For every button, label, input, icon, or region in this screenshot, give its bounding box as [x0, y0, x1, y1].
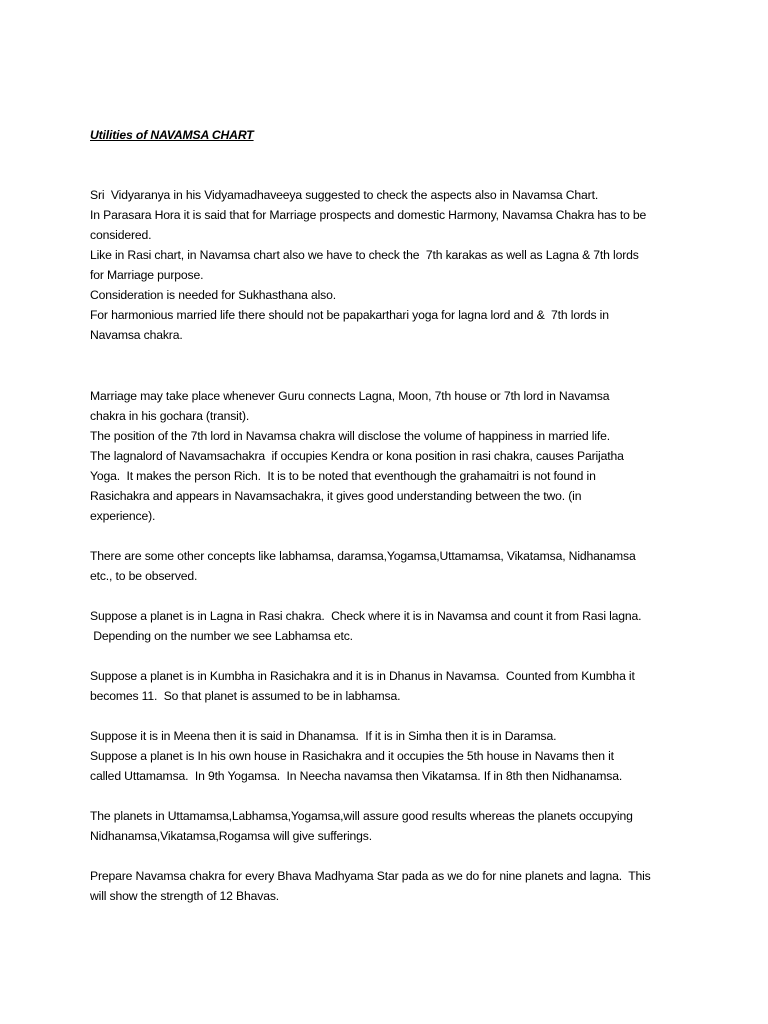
text-line: The lagnalord of Navamsachakra if occupies Kendra or kona position in rasi chakra, causes Parijatha [90, 449, 624, 463]
text-line: Nidhanamsa,Vikatamsa,Rogamsa will give sufferings. [90, 829, 372, 843]
text-line: considered. [90, 228, 152, 242]
text-line: The planets in Uttamamsa,Labhamsa,Yogamsa,will assure good results whereas the planets occupying [90, 809, 633, 823]
document-title: Utilities of NAVAMSA CHART [90, 128, 254, 142]
text-line: Navamsa chakra. [90, 328, 183, 342]
paragraph-vidyaranya [90, 185, 690, 345]
text-line: Suppose a planet is In his own house in Rasichakra and it occupies the 5th house in Navams then it [90, 749, 614, 763]
text-line: In Parasara Hora it is said that for Marriage prospects and domestic Harmony, Navamsa Chakra has to be [90, 208, 647, 222]
text-line: for Marriage purpose. [90, 268, 204, 282]
text-line: called Uttamamsa. In 9th Yogamsa. In Neecha navamsa then Vikatamsa. If in 8th then Nidhanamsa. [90, 769, 623, 783]
text-line: Consideration is needed for Sukhasthana also. [90, 288, 336, 302]
text-line: chakra in his gochara (transit). [90, 409, 250, 423]
text-line: For harmonious married life there should not be papakarthari yoga for lagna lord and & 7th lords in [90, 308, 609, 322]
document-body [90, 125, 690, 906]
paragraph-results [90, 806, 690, 846]
text-line: experience). [90, 509, 156, 523]
paragraph-bhava-strength [90, 866, 690, 906]
paragraph-marriage-guru [90, 386, 690, 526]
text-line: The position of the 7th lord in Navamsa chakra will disclose the volume of happiness in married life. [90, 429, 611, 443]
text-line: will show the strength of 12 Bhavas. [90, 889, 280, 903]
text-line: Sri Vidyaranya in his Vidyamadhaveeya suggested to check the aspects also in Navamsa Chart. [90, 188, 599, 202]
text-line: Marriage may take place whenever Guru connects Lagna, Moon, 7th house or 7th lord in Navamsa [90, 389, 610, 403]
text-line: Suppose a planet is in Kumbha in Rasichakra and it is in Dhanus in Navamsa. Counted from Kumbha it [90, 669, 635, 683]
paragraph-lagna-example [90, 606, 690, 646]
text-line: Like in Rasi chart, in Navamsa chart also we have to check the 7th karakas as well as Lagna & 7th lords [90, 248, 639, 262]
text-line: Depending on the number we see Labhamsa etc. [90, 629, 353, 643]
text-line: Suppose a planet is in Lagna in Rasi chakra. Check where it is in Navamsa and count it from Rasi lagna. [90, 609, 642, 623]
paragraph-kumbha-example [90, 666, 690, 706]
text-line: Yoga. It makes the person Rich. It is to be noted that eventhough the grahamaitri is not found in [90, 469, 596, 483]
text-line: Prepare Navamsa chakra for every Bhava Madhyama Star pada as we do for nine planets and lagna. This [90, 869, 651, 883]
text-line: Suppose it is in Meena then it is said in Dhanamsa. If it is in Simha then it is in Daramsa. [90, 729, 557, 743]
text-line: Rasichakra and appears in Navamsachakra, it gives good understanding between the two. (in [90, 489, 582, 503]
paragraph-other-concepts [90, 546, 690, 586]
text-line: etc., to be observed. [90, 569, 198, 583]
text-line: becomes 11. So that planet is assumed to be in labhamsa. [90, 689, 401, 703]
paragraph-meena-example [90, 726, 690, 786]
text-line: There are some other concepts like labhamsa, daramsa,Yogamsa,Uttamamsa, Vikatamsa, Nidhanamsa [90, 549, 636, 563]
